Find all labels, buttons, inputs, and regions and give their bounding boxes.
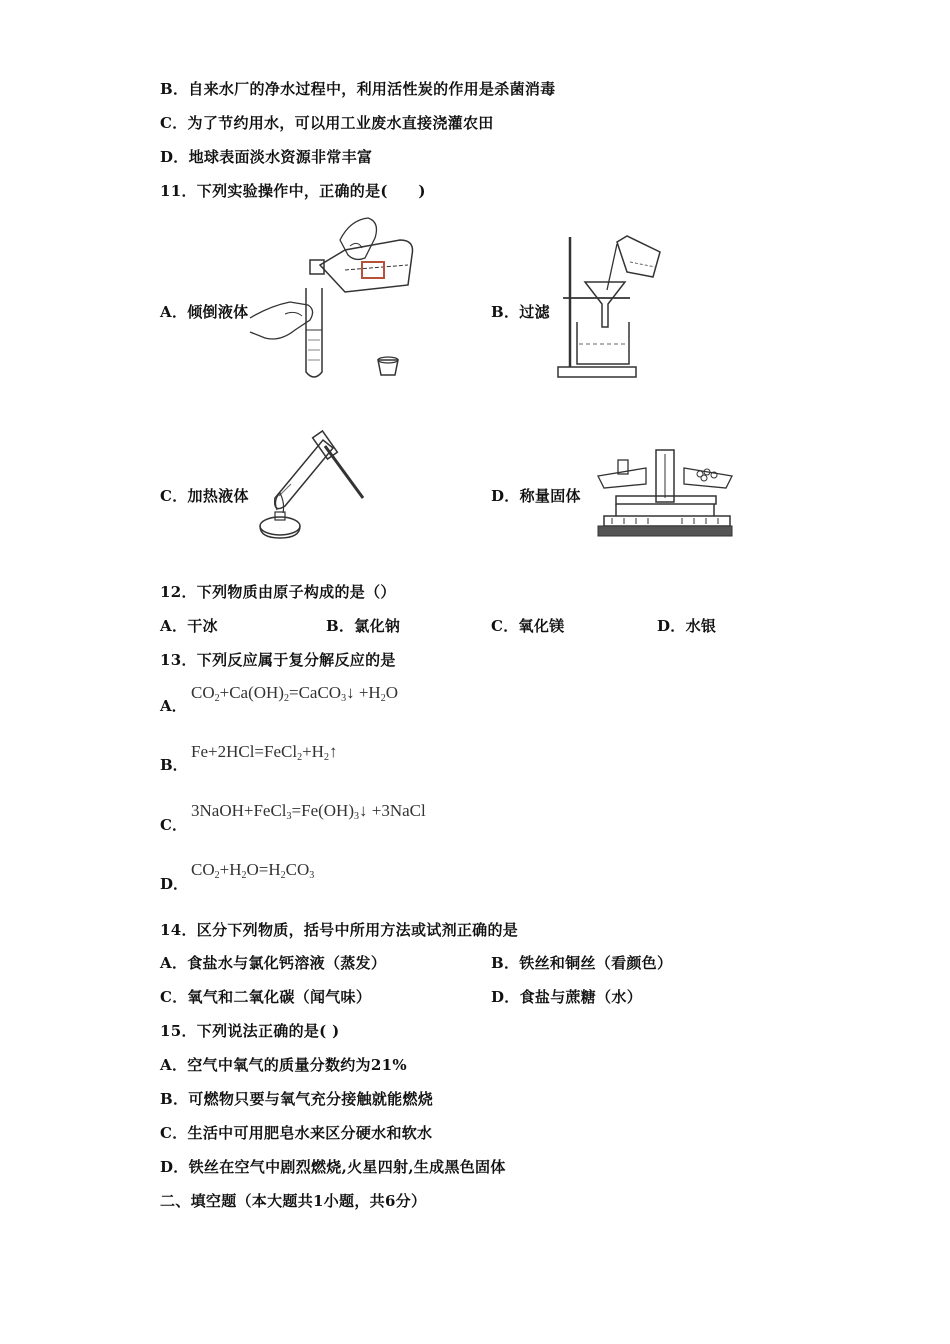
q13-equation-b: $Fe+2HCl=FeCl_2+H_2↑$ xyxy=(191,742,338,763)
q13-option-d-label: D． xyxy=(160,875,189,893)
prev-option-d: D．地球表面淡水资源非常丰富 xyxy=(160,148,373,166)
q11-option-a: A．倾倒液体 xyxy=(160,303,249,321)
q13-equation-c: $3NaOH+FeCl_3=Fe(OH)_3↓$ +3NaCl xyxy=(191,801,426,822)
q13-option-a-label: A． xyxy=(160,697,187,715)
q14-option-d: D．食盐与蔗糖（水） xyxy=(491,988,643,1006)
q12-option-d: D．水银 xyxy=(657,617,717,635)
q14-option-c: C．氧气和二氧化碳（闻气味） xyxy=(160,988,372,1006)
q11-option-d: D．称量固体 xyxy=(491,487,581,505)
q14-stem: 14．区分下列物质，括号中所用方法或试剂正确的是 xyxy=(160,921,519,939)
prev-option-b: B．自来水厂的净水过程中，利用活性炭的作用是杀菌消毒 xyxy=(160,80,556,98)
q11-option-b: B．过滤 xyxy=(491,303,550,321)
q13-option-b-label: B． xyxy=(160,756,188,774)
balance-figure xyxy=(596,446,734,545)
q11-stem: 11．下列实验操作中，正确的是( ) xyxy=(160,182,426,200)
q12-option-b: B．氯化钠 xyxy=(326,617,401,635)
q13-stem: 13．下列反应属于复分解反应的是 xyxy=(160,651,396,669)
filtration-figure xyxy=(555,232,670,386)
q13-equation-a: $CO_2+Ca(OH)_2=CaCO_3↓ +H_2O$ xyxy=(191,683,398,704)
q15-option-c: C．生活中可用肥皂水来区分硬水和软水 xyxy=(160,1124,433,1142)
pouring-liquid-figure xyxy=(250,210,420,389)
section-2-heading: 二、填空题（本大题共1小题，共6分） xyxy=(160,1192,427,1210)
q12-stem: 12．下列物质由原子构成的是（） xyxy=(160,583,396,601)
q13-option-c-label: C． xyxy=(160,816,187,834)
q11-option-c: C．加热液体 xyxy=(160,487,249,505)
q15-stem: 15．下列说法正确的是( ) xyxy=(160,1022,340,1040)
q14-option-a: A．食盐水与氯化钙溶液（蒸发） xyxy=(160,954,387,972)
heating-liquid-figure xyxy=(255,428,370,547)
q12-option-c: C．氧化镁 xyxy=(491,617,565,635)
q12-option-a: A．干冰 xyxy=(160,617,218,635)
q15-option-a: A．空气中氧气的质量分数约为21% xyxy=(160,1056,407,1074)
prev-option-c: C．为了节约用水，可以用工业废水直接浇灌农田 xyxy=(160,114,494,132)
q15-option-d: D．铁丝在空气中剧烈燃烧,火星四射,生成黑色固体 xyxy=(160,1158,506,1176)
q14-option-b: B．铁丝和铜丝（看颜色） xyxy=(491,954,673,972)
q13-equation-d: $CO_2+H_2O=H_2CO_3$ xyxy=(191,860,315,881)
q15-option-b: B．可燃物只要与氧气充分接触就能燃烧 xyxy=(160,1090,434,1108)
